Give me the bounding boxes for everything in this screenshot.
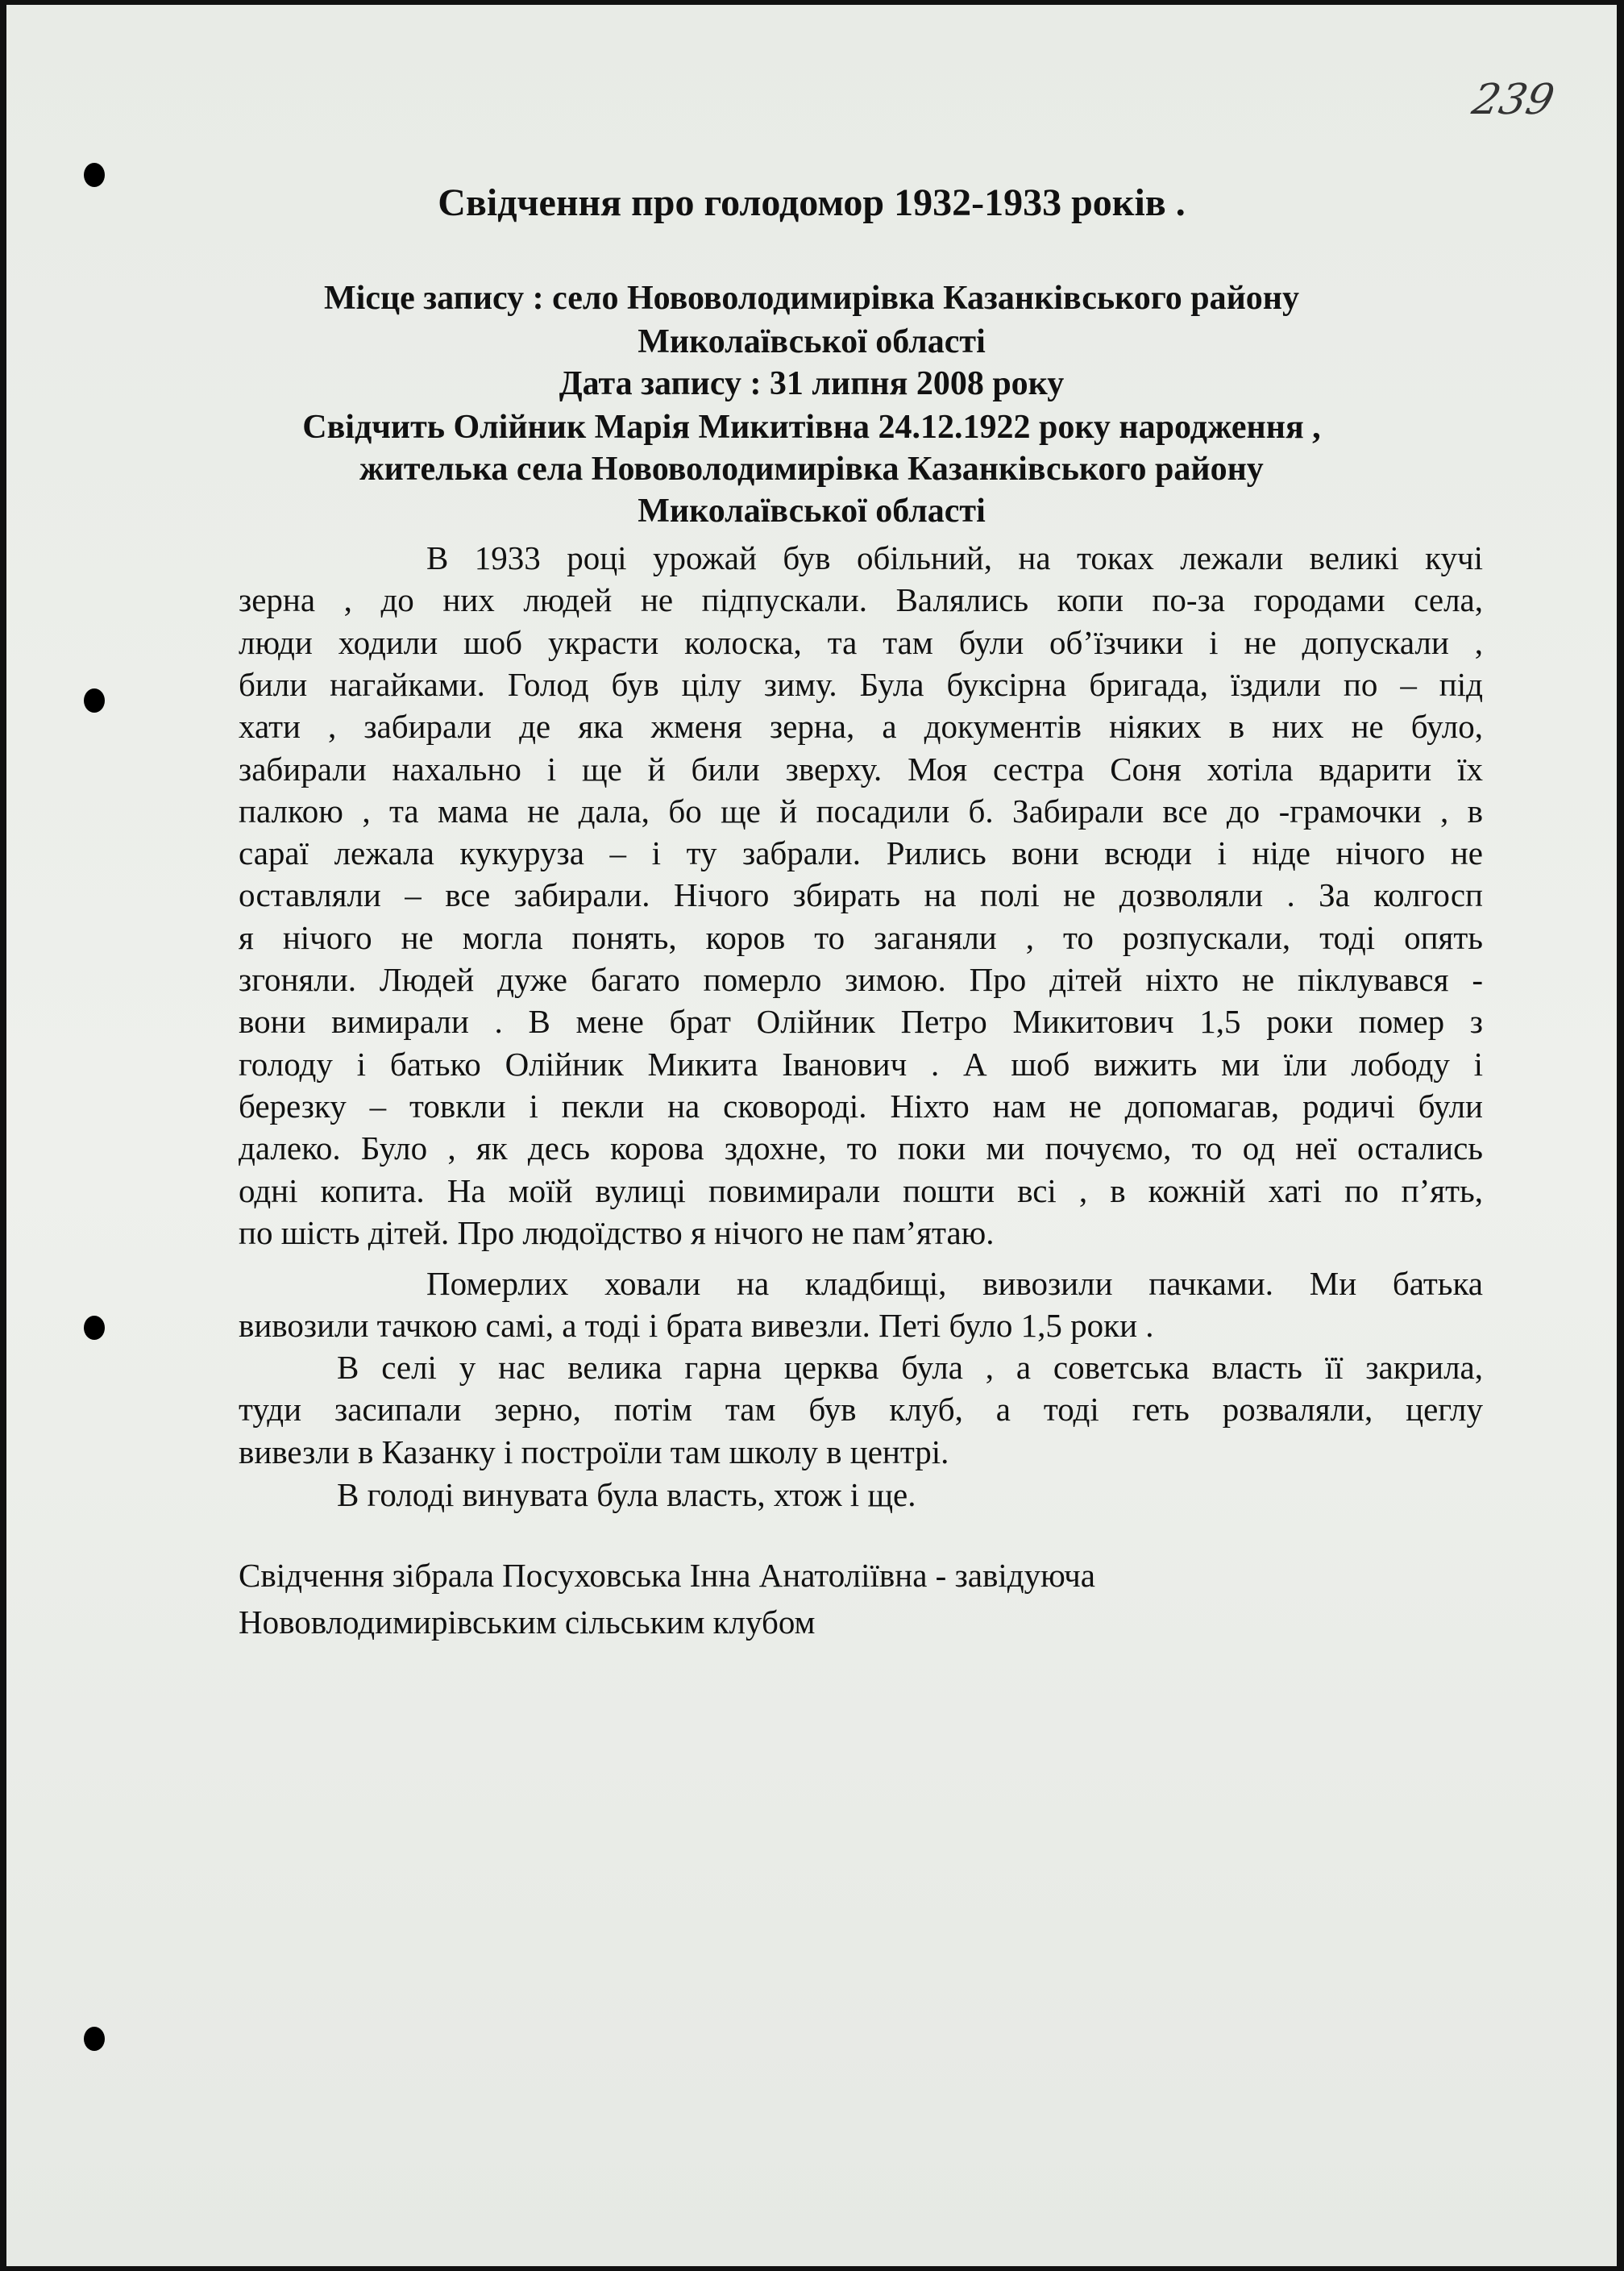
header-line: Миколаївської області [638, 493, 986, 530]
paragraph-line: вивозили тачкою самі, а тоді і брата вивезли. Петі було 1,5 роки . [239, 1307, 1154, 1345]
paragraph-line: одні копита. На моїй вулиці повимирали пошти всі , в кожній хаті по п’ять, [239, 1171, 1483, 1209]
paragraph-line: вони вимирали . В мене брат Олійник Петро Микитович 1,5 роки помер з [239, 1003, 1483, 1041]
paragraph-line: сараї лежала кукуруза – і ту забрали. Рились вони всюди і ніде нічого не [239, 834, 1483, 872]
paragraph-line: я нічого не могла понять, коров то заганяли , то розпускали, тоді опять [239, 918, 1483, 956]
header-line: Миколаївської області [638, 323, 986, 360]
paragraph-line: голоду і батько Олійник Микита Іванович . А шоб вижить ми їли лободу і [239, 1045, 1483, 1083]
paragraph-line: березку – товкли і пекли на сковороді. Ніхто нам не допомагав, родичі були [239, 1087, 1483, 1125]
paragraph-line: палкою , та мама не дала, бо ще й посадили б. Забирали все до -грамочки , в [239, 792, 1483, 830]
paragraph-line: Померлих ховали на кладбищі, вивозили пачками. Ми батька [426, 1265, 1483, 1302]
header-line: Свідчить Олійник Марія Микитівна 24.12.1922 року народження , [302, 409, 1321, 446]
signature-line: Свідчення зібрала Посуховська Інна Анатоліївна - завідуюча [239, 1557, 1095, 1594]
header-line: Дата запису : 31 липня 2008 року [559, 365, 1065, 402]
punch-hole [84, 688, 105, 713]
paragraph-line: В 1933 році урожай був обільний, на токах лежали великі кучі [426, 539, 1483, 576]
paragraph-line: зерна , до них людей не підпускали. Валялись копи по-за городами села, [239, 581, 1483, 619]
paragraph-line: В голоді винувата була власть, хтож і ще. [337, 1476, 916, 1513]
paragraph-line: хати , забирали де яка жменя зерна, а документів ніяких в них не було, [239, 708, 1483, 746]
paragraph-line: били нагайками. Голод був цілу зиму. Була буксірна бригада, їздили по – під [239, 665, 1483, 703]
paragraph-line: по шість дітей. Про людоїдство я нічого не пам’ятаю. [239, 1213, 995, 1251]
paragraph-line: згоняли. Людей дуже багато померло зимою. Про дітей ніхто не піклувався - [239, 961, 1483, 998]
paragraph-line: люди ходили шоб украсти колоска, та там були об’їзчики і не допускали , [239, 623, 1483, 661]
paragraph-line: далеко. Було , як десь корова здохне, то поки ми почуємо, то од неї остались [239, 1129, 1483, 1167]
paragraph-line: туди засипали зерно, потім там був клуб, а тоді геть розваляли, цеглу [239, 1391, 1483, 1429]
paragraph-line: забирали нахально і ще й били зверху. Моя сестра Соня хотіла вдарити їх [239, 750, 1483, 788]
punch-hole [84, 1316, 105, 1340]
header-line: жителька села Нововолодимирівка Казанківського району [359, 451, 1264, 488]
document-page [6, 5, 1617, 2266]
paragraph-line: вивезли в Казанку і построїли там школу в центрі. [239, 1433, 949, 1470]
header-line: Місце запису : село Нововолодимирівка Казанківського району [324, 280, 1299, 317]
paragraph-line: оставляли – все забирали. Нічого збирать на полі не дозволяли . За колгосп [239, 876, 1483, 914]
signature-line: Нововлодимирівським сільським клубом [239, 1603, 816, 1641]
handwritten-page-number: 239 [1468, 76, 1559, 124]
paragraph-line: В селі у нас велика гарна церква була , а советська власть її закрила, [337, 1349, 1483, 1386]
punch-hole [84, 2027, 105, 2051]
document-title: Свідчення про голодомор 1932-1933 років . [438, 181, 1186, 224]
